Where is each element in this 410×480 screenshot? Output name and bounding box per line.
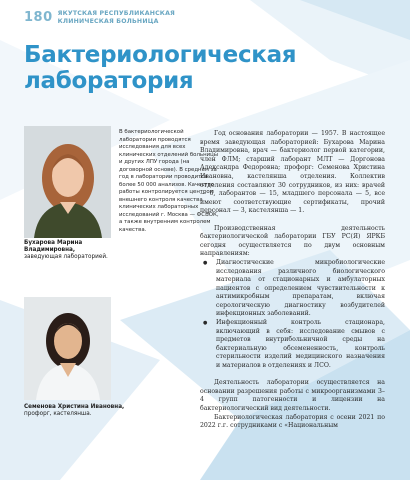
list-item: ● Инфекционный контроль стационара, включающий в себя: исследование смывов с предметов внутрибольничной среды на бактериальную обсемененность, контроль стерильности изделий медицинского назначения и материалов в отделениях и ЛСО.: [200, 319, 385, 371]
logo-line-2: КЛИНИЧЕСКАЯ БОЛЬНИЦА: [57, 17, 159, 25]
hospital-logo: [24, 10, 175, 25]
photo-head-of-lab: [24, 126, 111, 238]
logo-line-1: ЯКУТСКАЯ РЕСПУБЛИКАНСКАЯ: [57, 10, 176, 18]
main-article: [200, 130, 385, 431]
caption-head-of-lab: [24, 240, 134, 261]
logo-number: 180: [24, 10, 53, 25]
page-title: Бактериологическая лаборатория: [24, 42, 297, 94]
list-item: ● Диагностические микробиологические исследования различного биологического материала от стационарных и амбулаторных пациентов с определением чувствительности к антимикробным препаратам, включая серологическую диагностику возбудителей инфекционных заболеваний.: [200, 259, 385, 319]
paragraph-directions: Производственная деятельность бактериологической лаборатории ГБУ РС(Я) ЯРКБ сегодня осуществляется по двум основным направлениям:: [200, 224, 385, 258]
person-role: заведующая лабораторией.: [24, 254, 108, 260]
paragraph-license: Деятельность лаборатории осуществляется на основании разрешения работы с микроорганизмами 3–4 групп патогенности и лицензии на бактериологический вид деятельности.: [200, 379, 385, 412]
lab-summary-text: В бактериологической лаборатории проводятся исследования для всех клинических отделений больницы и других ЛПУ города (на договорной основе). В среднем за год в лаборатории проводится более 50 000 анализов. Качество работы контролируется центром внешнего контроля качества клинических лабораторных исследований г. Москва — ФСВОК, а также внутренним контролем качества.: [119, 129, 219, 233]
paragraph-continuation: Бактериологическая лаборатория с осени 2021 по 2022 г.г. сотрудниками с «Национальным: [200, 413, 385, 430]
paragraph-history: Год основания лаборатории — 1957. В настоящее время заведующая лабораторией: Бухарова Марина Владимировна, врач — бактериолог первой категории, член ФЛМ; старший лаборант МЛТ — Доргонова Александра Федоровна; профорг: Семенова Христина Ивановна, кастелянша отделения. Коллектив отделения составляют 30 сотрудников, из них: врачей — 6, лаборантов — 15, младшего персонала — 5, все имеют соответствующие сертификаты, прочий персонал — 3, кастелянша — 1.: [200, 130, 385, 215]
person-name: Семенова Христина Ивановна,: [24, 404, 125, 410]
directions-list: [200, 259, 385, 371]
person-role: профорг, кастелянша.: [24, 411, 92, 417]
caption-profsoyuz-organizer: [24, 404, 134, 418]
person-name: Бухарова Марина Владимировна,: [24, 240, 83, 253]
photo-profsoyuz-organizer: [24, 297, 111, 400]
logo-text: [58, 10, 175, 25]
